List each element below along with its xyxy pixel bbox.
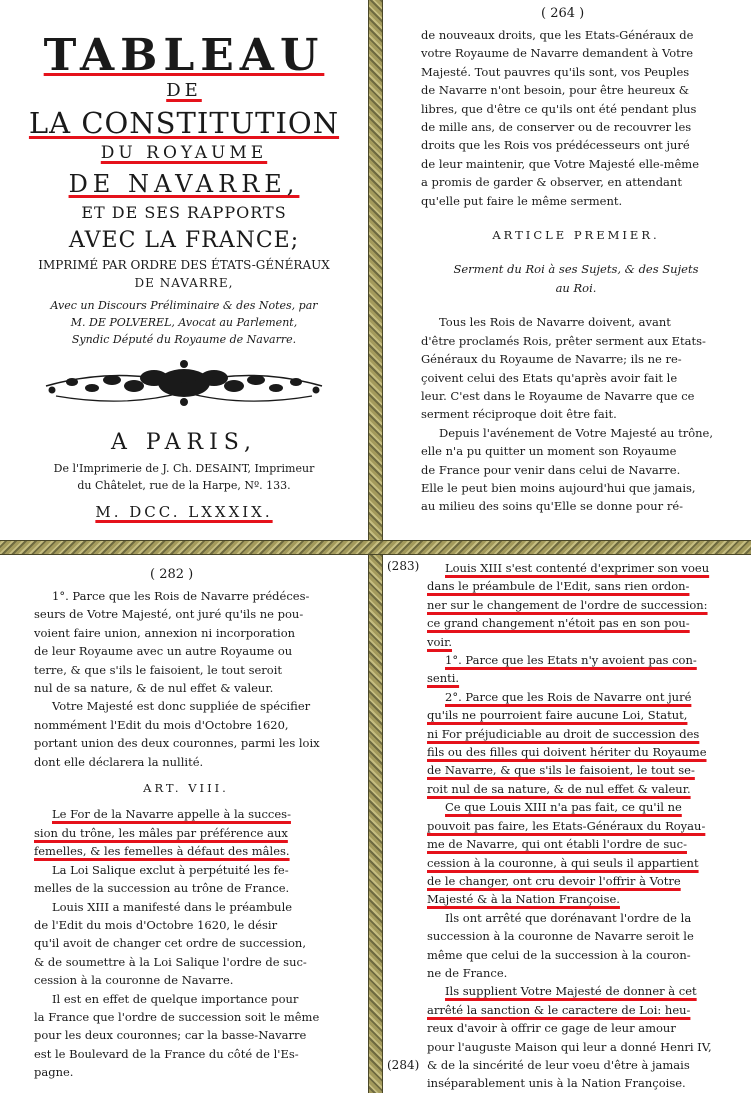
text-line: succession à la couronne de Navarre seroit le [427, 929, 694, 944]
text-line: seurs de Votre Majesté, ont juré qu'ils ne pou- [34, 607, 304, 622]
text-line: qu'elle put faire le même serment. [421, 193, 623, 208]
text-line: Tous les Rois de Navarre doivent, avant [439, 315, 671, 330]
title-imprime: IMPRIMÉ PAR ORDRE DES ÉTATS-GÉNÉRAUX [38, 258, 330, 272]
text-line: de leur Royaume avec un autre Royaume ou [34, 644, 293, 659]
page-number: ( 264 ) [541, 6, 585, 21]
text-line: de mille ans, de conserver ou de recouvrer les [421, 120, 692, 135]
article-heading: ART. VIII. [143, 781, 229, 796]
title-rapports: ET DE SES RAPPORTS [81, 203, 287, 222]
text-line: de Navarre, & que s'ils le faisoient, le tout se- [427, 763, 695, 778]
text-line: votre Royaume de Navarre demandent à Votre [421, 46, 694, 61]
text-line: de leur maintenir, que Votre Majesté elle-même [421, 156, 700, 171]
text-line: pagne. [34, 1065, 74, 1080]
text-line: de l'Edit du mois d'Octobre 1620, le désir [34, 917, 278, 932]
text-line: serment réciproque doit être fait. [421, 407, 617, 422]
text-line: 1°. Parce que les Rois de Navarre prédéces- [52, 589, 310, 603]
text-line: portant union des deux couronnes, parmi les loix [34, 736, 320, 751]
text-line: pour l'auguste Maison qui leur a donné Henri IV, [427, 1039, 712, 1054]
text-line: de Navarre n'ont besoin, pour être heureux & [421, 83, 690, 98]
text-line: femelles, & les femelles à défaut des mâles. [34, 844, 290, 859]
text-line: ne de France. [427, 965, 508, 980]
text-line: senti. [427, 671, 460, 686]
text-line: de le changer, ont cru devoir l'offrir à Votre [427, 873, 681, 888]
text-line: fils ou des filles qui doivent hériter du Royaume [427, 745, 707, 760]
text-line: inséparablement unis à la Nation Françoise. [427, 1076, 686, 1091]
text-line: au milieu des soins qu'Elle se donne pour ré- [421, 499, 684, 514]
text-line: Depuis l'avénement de Votre Majesté au trône, [439, 425, 714, 440]
text-line: pouvoit pas faire, les Etats-Généraux du Royau- [427, 818, 706, 833]
text-line: d'être proclamés Rois, prêter serment aux Etats- [421, 333, 706, 348]
text-line: reux d'avoir à offrir ce gage de leur amour [427, 1021, 676, 1036]
title-constitution: LA CONSTITUTION [28, 106, 340, 140]
page-283-body [427, 559, 727, 1093]
page-282 [0, 555, 368, 1093]
text-line: Il est en effet de quelque importance pour [52, 991, 299, 1006]
text-line: nommément l'Edit du mois d'Octobre 1620, [34, 717, 289, 732]
text-line: & de soumettre à la Loi Salique l'ordre de suc- [34, 954, 307, 969]
page-283 [383, 555, 751, 1093]
text-line: 1°. Parce que les Etats n'y avoient pas con- [445, 653, 697, 668]
text-line: La Loi Salique exclut à perpétuité les fe- [52, 862, 289, 877]
article-heading: ARTICLE PREMIER. [492, 228, 660, 243]
title-page [0, 0, 368, 540]
text-line: melles de la succession au trône de France. [34, 881, 290, 896]
title-de: DE [166, 80, 202, 101]
title-imprimerie: De l'Imprimerie de J. Ch. DESAINT, Imprimeur du Châtelet, rue de la Harpe, Nº. 133. [53, 462, 315, 492]
article-subtitle: Serment du Roi à ses Sujets, & des Sujets [453, 262, 699, 277]
title-de-navarre: DE NAVARRE, [134, 276, 234, 290]
page-264-body [421, 26, 731, 516]
title-du-royaume: DU ROYAUME [100, 143, 268, 163]
text-line: ni For préjudiciable au droit de succession des [427, 726, 700, 741]
margin-page-number: (284) [387, 1058, 420, 1072]
text-line: 2°. Parce que les Rois de Navarre ont juré [445, 689, 692, 704]
text-line: Louis XIII a manifesté dans le préambule [52, 899, 293, 914]
text-line: cession à la couronne de Navarre. [34, 973, 234, 988]
text-line: ce grand changement n'étoit pas en son pou- [427, 616, 690, 631]
text-line: Ils ont arrêté que dorénavant l'ordre de la [445, 910, 692, 925]
text-line: Elle le peut bien moins aujourd'hui que jamais, [421, 480, 696, 495]
text-line: Votre Majesté est donc suppliée de spécifier [52, 699, 311, 714]
text-line: libres, que d'être ce qu'ils ont été pendant plus [421, 101, 697, 116]
text-line: Généraux du Royaume de Navarre; ils ne re- [421, 352, 682, 367]
title-paris: A PARIS, [110, 430, 258, 455]
text-line: cession à la couronne, à qui seuls il appartient [427, 855, 699, 870]
text-line: de nouveaux droits, que les Etats-Généraux de [421, 28, 694, 42]
text-line: Majesté. Tout pauvres qu'ils sont, vos Peuples [421, 64, 690, 79]
floral-ornament-icon [36, 356, 332, 410]
horizontal-divider [0, 540, 751, 555]
text-line: dont elle déclarera la nullité. [34, 754, 204, 769]
text-line: pour les deux couronnes; car la basse-Navarre [34, 1028, 307, 1043]
text-line: Le For de la Navarre appelle à la succes- [52, 807, 291, 822]
text-line: Majesté & à la Nation Françoise. [427, 892, 620, 907]
text-line: & de la sincérité de leur voeu d'être à jamais [427, 1057, 690, 1072]
text-line: terre, & que s'ils le faisoient, le tout seroit [34, 662, 283, 677]
title-navarre: DE NAVARRE, [68, 170, 300, 198]
page-282-body [34, 587, 338, 1082]
page-number: ( 282 ) [150, 567, 194, 582]
text-line: ner sur le changement de l'ordre de succession: [427, 597, 708, 612]
text-line: me de Navarre, qui ont établi l'ordre de suc- [427, 837, 687, 852]
text-line: qu'il avoit de changer cet ordre de succession, [34, 936, 306, 951]
article-subtitle: au Roi. [555, 280, 597, 295]
title-discours: Avec un Discours Préliminaire & des Notes, par M. DE POLVEREL, Avocat au Parlement, Syndic Député du Royaume de Navarre. [50, 299, 318, 346]
text-line: qu'ils ne pourroient faire aucune Loi, Statut, [427, 708, 688, 723]
text-line: leur. C'est dans le Royaume de Navarre que ce [421, 388, 695, 403]
page-number: (283) [387, 559, 420, 573]
text-line: est le Boulevard de la France du côté de l'Es- [34, 1046, 299, 1061]
text-line: droits que les Rois vos prédécesseurs ont juré [421, 138, 690, 153]
text-line: de France pour venir dans celui de Navarre. [421, 462, 681, 477]
text-line: Louis XIII s'est contenté d'exprimer son voeu [445, 561, 710, 575]
text-line: la France que l'ordre de succession soit le même [34, 1009, 320, 1024]
title-tableau: TABLEAU [43, 30, 325, 81]
text-line: a promis de garder & observer, en attendant [421, 175, 682, 190]
text-line: dans le préambule de l'Edit, sans rien ordon- [427, 579, 690, 594]
title-france: AVEC LA FRANCE; [68, 228, 300, 253]
text-line: Ce que Louis XIII n'a pas fait, ce qu'il ne [445, 800, 682, 815]
title-year: M. DCC. LXXXIX. [95, 503, 273, 521]
text-line: Ils supplient Votre Majesté de donner à cet [445, 984, 697, 999]
text-line: même que celui de la succession à la couron- [427, 947, 691, 962]
text-line: nul de sa nature, & de nul effet & valeur. [34, 681, 274, 696]
page-264 [383, 0, 751, 540]
text-line: çoivent celui des Etats qu'après avoir fait le [421, 370, 678, 385]
text-line: sion du trône, les mâles par préférence aux [34, 825, 288, 840]
text-line: voient faire union, annexion ni incorporation [34, 625, 296, 640]
text-line: elle n'a pu quitter un moment son Royaume [421, 444, 677, 459]
text-line: arrêté la sanction & le caractere de Loi: heu- [427, 1002, 691, 1017]
text-line: roit nul de sa nature, & de nul effet & valeur. [427, 781, 691, 796]
text-line: voir. [427, 634, 452, 649]
